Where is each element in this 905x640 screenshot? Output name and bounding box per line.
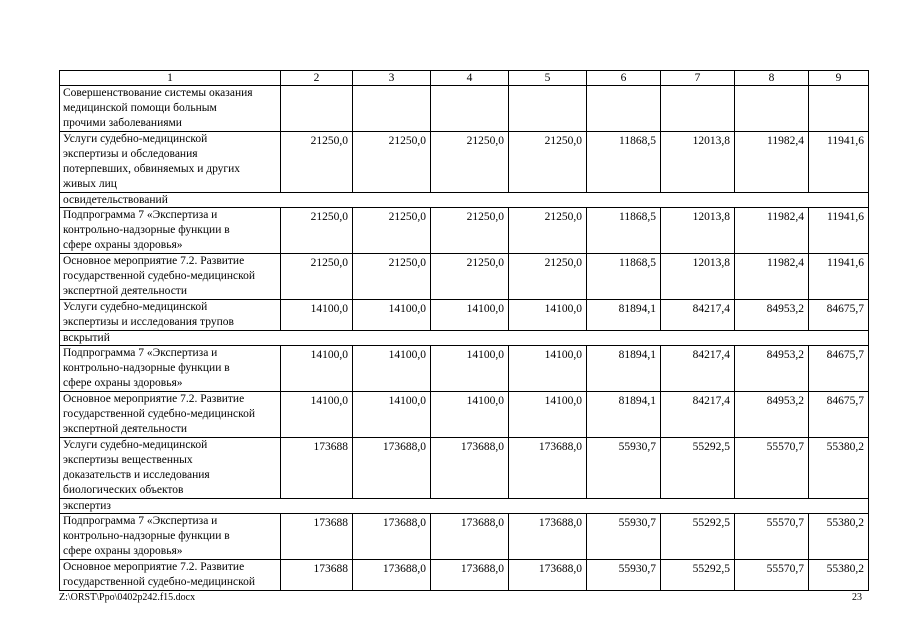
value-cell-col-4 [431, 86, 509, 132]
name-line: Совершенствование системы оказания [63, 87, 253, 99]
value-cell-col-6: 11868,5 [587, 132, 661, 193]
value-cell-col-8: 84953,2 [735, 346, 809, 392]
value-cell-col-5: 173688,0 [509, 438, 587, 499]
row-name-continuation [60, 499, 869, 514]
value-cell-col-8: 55570,7 [735, 438, 809, 499]
value-cell-col-5: 14100,0 [509, 392, 587, 438]
table-row [60, 86, 869, 132]
value-cell-col-6: 81894,1 [587, 346, 661, 392]
value-cell-col-3 [353, 86, 431, 132]
value-cell-col-6 [587, 86, 661, 132]
value-cell-col-6: 55930,7 [587, 560, 661, 591]
value-cell-col-3: 21250,0 [353, 208, 431, 254]
table-row [60, 392, 869, 438]
name-line: государственной судебно-медицинской [63, 270, 256, 282]
value-cell-col-8: 11982,4 [735, 254, 809, 300]
name-line: государственной судебно-медицинской [63, 576, 256, 588]
column-number-7: 7 [661, 71, 735, 86]
row-name [60, 300, 281, 331]
value-cell-col-7: 12013,8 [661, 132, 735, 193]
name-line: Подпрограмма 7 «Экспертиза и [63, 515, 218, 527]
name-line: Подпрограмма 7 «Экспертиза и [63, 347, 218, 359]
name-line: экспертизы вещественных [63, 454, 193, 466]
column-number-9: 9 [809, 71, 869, 86]
name-line: потерпевших, обвиняемых и других [63, 163, 241, 175]
value-cell-col-7: 55292,5 [661, 560, 735, 591]
value-cell-col-6: 81894,1 [587, 300, 661, 331]
name-line: освидетельствований [63, 194, 168, 206]
value-cell-col-7: 55292,5 [661, 438, 735, 499]
value-cell-col-4: 173688,0 [431, 514, 509, 560]
value-cell-col-4: 14100,0 [431, 346, 509, 392]
value-cell-col-8: 11982,4 [735, 132, 809, 193]
value-cell-col-3: 173688,0 [353, 560, 431, 591]
value-cell-col-8 [735, 86, 809, 132]
column-number-5: 5 [509, 71, 587, 86]
value-cell-col-7: 84217,4 [661, 346, 735, 392]
name-line: экспертной деятельности [63, 423, 187, 435]
table-row [60, 254, 869, 300]
value-cell-col-2: 14100,0 [281, 392, 353, 438]
row-name [60, 86, 281, 132]
row-name [60, 514, 281, 560]
name-line: сфере охраны здоровья» [63, 239, 183, 251]
column-number-3: 3 [353, 71, 431, 86]
continuation-row [60, 193, 869, 208]
value-cell-col-4: 14100,0 [431, 392, 509, 438]
value-cell-col-7: 12013,8 [661, 208, 735, 254]
value-cell-col-7: 12013,8 [661, 254, 735, 300]
continuation-row [60, 331, 869, 346]
value-cell-col-8: 55570,7 [735, 514, 809, 560]
value-cell-col-3: 173688,0 [353, 514, 431, 560]
row-name [60, 392, 281, 438]
name-line: контрольно-надзорные функции в [63, 224, 230, 236]
value-cell-col-2: 14100,0 [281, 300, 353, 331]
name-line: сфере охраны здоровья» [63, 377, 183, 389]
name-line: Услуги судебно-медицинской [63, 439, 208, 451]
value-cell-col-9 [809, 86, 869, 132]
value-cell-col-8: 84953,2 [735, 392, 809, 438]
row-name [60, 132, 281, 193]
value-cell-col-2: 173688 [281, 514, 353, 560]
value-cell-col-3: 14100,0 [353, 392, 431, 438]
table-row [60, 300, 869, 331]
row-name-continuation [60, 331, 869, 346]
row-name [60, 560, 281, 591]
name-line: экспертизы и исследования трупов [63, 316, 234, 328]
column-number-1: 1 [60, 71, 281, 86]
value-cell-col-5: 21250,0 [509, 254, 587, 300]
value-cell-col-9: 55380,2 [809, 514, 869, 560]
row-name [60, 346, 281, 392]
value-cell-col-4: 21250,0 [431, 254, 509, 300]
value-cell-col-9: 11941,6 [809, 254, 869, 300]
name-line: Основное мероприятие 7.2. Развитие [63, 393, 245, 405]
name-line: экспертной деятельности [63, 285, 187, 297]
name-line: Услуги судебно-медицинской [63, 133, 208, 145]
value-cell-col-8: 84953,2 [735, 300, 809, 331]
value-cell-col-2: 14100,0 [281, 346, 353, 392]
value-cell-col-8: 55570,7 [735, 560, 809, 591]
name-line: медицинской помощи больным [63, 102, 217, 114]
column-number-6: 6 [587, 71, 661, 86]
value-cell-col-9: 11941,6 [809, 208, 869, 254]
footer-page-number: 23 [852, 592, 862, 603]
name-line: Услуги судебно-медицинской [63, 301, 208, 313]
value-cell-col-9: 55380,2 [809, 560, 869, 591]
value-cell-col-4: 21250,0 [431, 132, 509, 193]
value-cell-col-7: 55292,5 [661, 514, 735, 560]
name-line: экспертизы и обследования [63, 148, 198, 160]
row-name [60, 438, 281, 499]
name-line: сфере охраны здоровья» [63, 545, 183, 557]
value-cell-col-9: 84675,7 [809, 300, 869, 331]
name-line: Основное мероприятие 7.2. Развитие [63, 255, 245, 267]
value-cell-col-9: 84675,7 [809, 346, 869, 392]
row-name [60, 254, 281, 300]
row-name-continuation [60, 193, 869, 208]
value-cell-col-2: 21250,0 [281, 254, 353, 300]
footer-file-path: Z:\ORST\Ppo\0402p242.f15.docx [59, 592, 196, 603]
name-line: живых лиц [63, 178, 117, 190]
value-cell-col-3: 14100,0 [353, 300, 431, 331]
value-cell-col-5: 21250,0 [509, 132, 587, 193]
value-cell-col-2: 21250,0 [281, 208, 353, 254]
table-row [60, 514, 869, 560]
continuation-row [60, 499, 869, 514]
name-line: государственной судебно-медицинской [63, 408, 256, 420]
value-cell-col-6: 81894,1 [587, 392, 661, 438]
value-cell-col-6: 55930,7 [587, 438, 661, 499]
value-cell-col-9: 84675,7 [809, 392, 869, 438]
table-row [60, 208, 869, 254]
value-cell-col-3: 21250,0 [353, 132, 431, 193]
column-number-4: 4 [431, 71, 509, 86]
value-cell-col-9: 11941,6 [809, 132, 869, 193]
budget-table [59, 70, 869, 591]
column-number-2: 2 [281, 71, 353, 86]
value-cell-col-5: 173688,0 [509, 560, 587, 591]
name-line: доказательств и исследования [63, 469, 210, 481]
name-line: биологических объектов [63, 484, 184, 496]
name-line: контрольно-надзорные функции в [63, 530, 230, 542]
value-cell-col-4: 173688,0 [431, 438, 509, 499]
value-cell-col-3: 21250,0 [353, 254, 431, 300]
name-line: Подпрограмма 7 «Экспертиза и [63, 209, 218, 221]
value-cell-col-7: 84217,4 [661, 300, 735, 331]
value-cell-col-6: 11868,5 [587, 208, 661, 254]
value-cell-col-7: 84217,4 [661, 392, 735, 438]
value-cell-col-2: 173688 [281, 438, 353, 499]
table-row [60, 346, 869, 392]
value-cell-col-4: 14100,0 [431, 300, 509, 331]
value-cell-col-5: 21250,0 [509, 208, 587, 254]
name-line: контрольно-надзорные функции в [63, 362, 230, 374]
value-cell-col-4: 173688,0 [431, 560, 509, 591]
value-cell-col-5 [509, 86, 587, 132]
value-cell-col-7 [661, 86, 735, 132]
value-cell-col-4: 21250,0 [431, 208, 509, 254]
row-name [60, 208, 281, 254]
table-row [60, 132, 869, 193]
value-cell-col-2 [281, 86, 353, 132]
value-cell-col-3: 14100,0 [353, 346, 431, 392]
value-cell-col-6: 11868,5 [587, 254, 661, 300]
value-cell-col-2: 173688 [281, 560, 353, 591]
value-cell-col-8: 11982,4 [735, 208, 809, 254]
name-line: Основное мероприятие 7.2. Развитие [63, 561, 245, 573]
value-cell-col-5: 14100,0 [509, 346, 587, 392]
table-row [60, 438, 869, 499]
value-cell-col-3: 173688,0 [353, 438, 431, 499]
name-line: вскрытий [63, 332, 110, 344]
value-cell-col-5: 173688,0 [509, 514, 587, 560]
value-cell-col-2: 21250,0 [281, 132, 353, 193]
name-line: экспертиз [63, 500, 111, 512]
column-number-8: 8 [735, 71, 809, 86]
value-cell-col-5: 14100,0 [509, 300, 587, 331]
name-line: прочими заболеваниями [63, 117, 182, 129]
header-row [60, 71, 869, 86]
value-cell-col-6: 55930,7 [587, 514, 661, 560]
table-row [60, 560, 869, 591]
value-cell-col-9: 55380,2 [809, 438, 869, 499]
